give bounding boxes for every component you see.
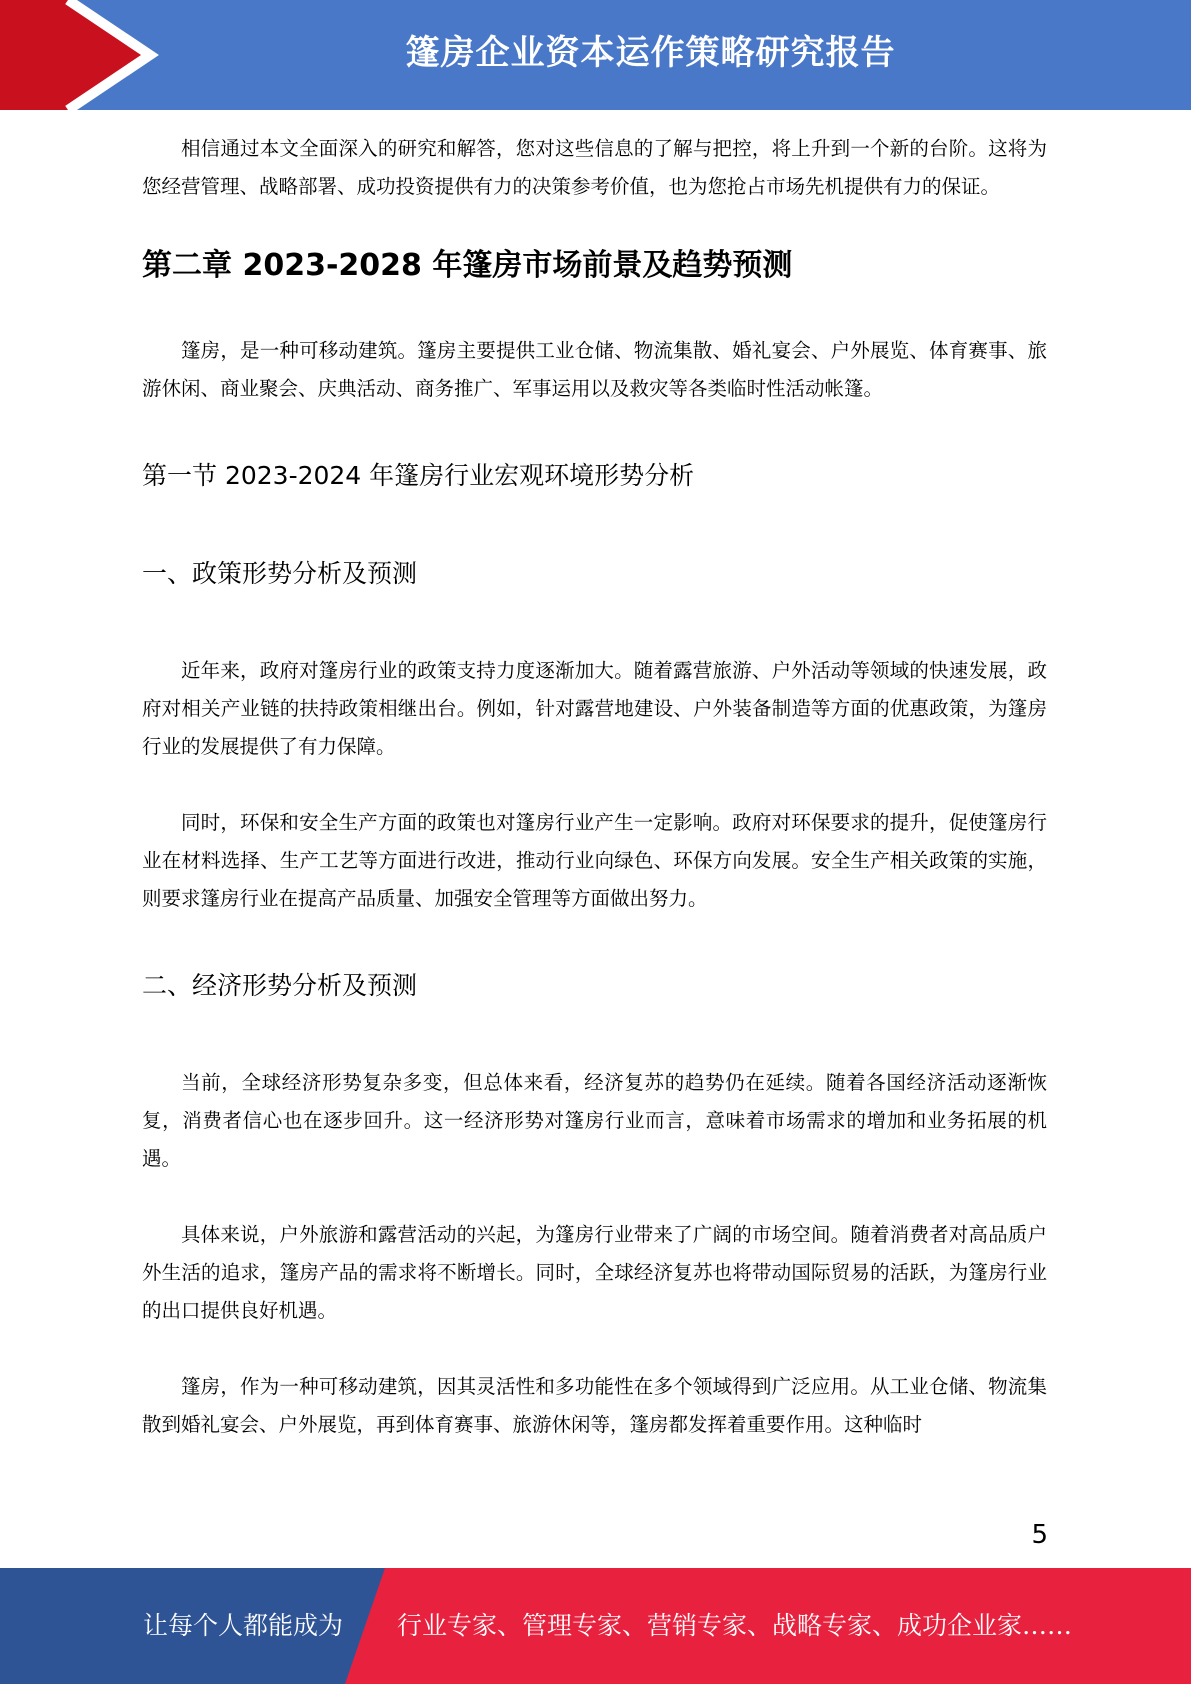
intro-paragraph: 相信通过本文全面深入的研究和解答，您对这些信息的了解与把控，将上升到一个新的台阶。这将为您经营管理、战略部署、成功投资提供有力的决策参考价值，也为您抢占市场先机提供有力的保证。	[142, 137, 1047, 198]
economy-paragraph: 具体来说，户外旅游和露营活动的兴起，为篷房行业带来了广阔的市场空间。随着消费者对高品质户外生活的追求，篷房产品的需求将不断增长。同时，全球经济复苏也将带动国际贸易的活跃，为篷房行业的出口提供良好机遇。	[142, 1223, 1047, 1322]
economy-paragraph: 当前，全球经济形势复杂多变，但总体来看，经济复苏的趋势仍在延续。随着各国经济活动逐渐恢复，消费者信心也在逐步回升。这一经济形势对篷房行业而言，意味着市场需求的增加和业务拓展的机遇。	[142, 1071, 1047, 1170]
policy-paragraph: 同时，环保和安全生产方面的政策也对篷房行业产生一定影响。政府对环保要求的提升，促使篷房行业在材料选择、生产工艺等方面进行改进，推动行业向绿色、环保方向发展。安全生产相关政策的实施，则要求篷房行业在提高产品质量、加强安全管理等方面做出努力。	[142, 811, 1047, 910]
chapter-title: 第二章 2023-2028 年篷房市场前景及趋势预测	[142, 248, 793, 283]
header-title: 篷房企业资本运作策略研究报告	[405, 33, 896, 73]
section-title: 第一节 2023-2024 年篷房行业宏观环境形势分析	[142, 461, 695, 490]
document-body	[142, 130, 1047, 1444]
policy-heading: 一、政策形势分析及预测	[142, 559, 418, 588]
economy-paragraph: 篷房，作为一种可移动建筑，因其灵活性和多功能性在多个领域得到广泛应用。从工业仓储、物流集散到婚礼宴会、户外展览，再到体育赛事、旅游休闲等，篷房都发挥着重要作用。这种临时	[142, 1375, 1047, 1436]
footer-slogan-right: 行业专家、管理专家、营销专家、战略专家、成功企业家……	[397, 1611, 1073, 1640]
page-number: 5	[1031, 1520, 1048, 1550]
page-header	[0, 0, 1191, 110]
economy-heading: 二、经济形势分析及预测	[142, 971, 418, 1000]
policy-paragraph: 近年来，政府对篷房行业的政策支持力度逐渐加大。随着露营旅游、户外活动等领域的快速发展，政府对相关产业链的扶持政策相继出台。例如，针对露营地建设、户外装备制造等方面的优惠政策，为篷房行业的发展提供了有力保障。	[142, 659, 1047, 758]
page-footer	[0, 1568, 1191, 1684]
footer-slogan-left: 让每个人都能成为	[143, 1611, 344, 1640]
chapter-paragraph: 篷房，是一种可移动建筑。篷房主要提供工业仓储、物流集散、婚礼宴会、户外展览、体育赛事、旅游休闲、商业聚会、庆典活动、商务推广、军事运用以及救灾等各类临时性活动帐篷。	[142, 339, 1047, 400]
